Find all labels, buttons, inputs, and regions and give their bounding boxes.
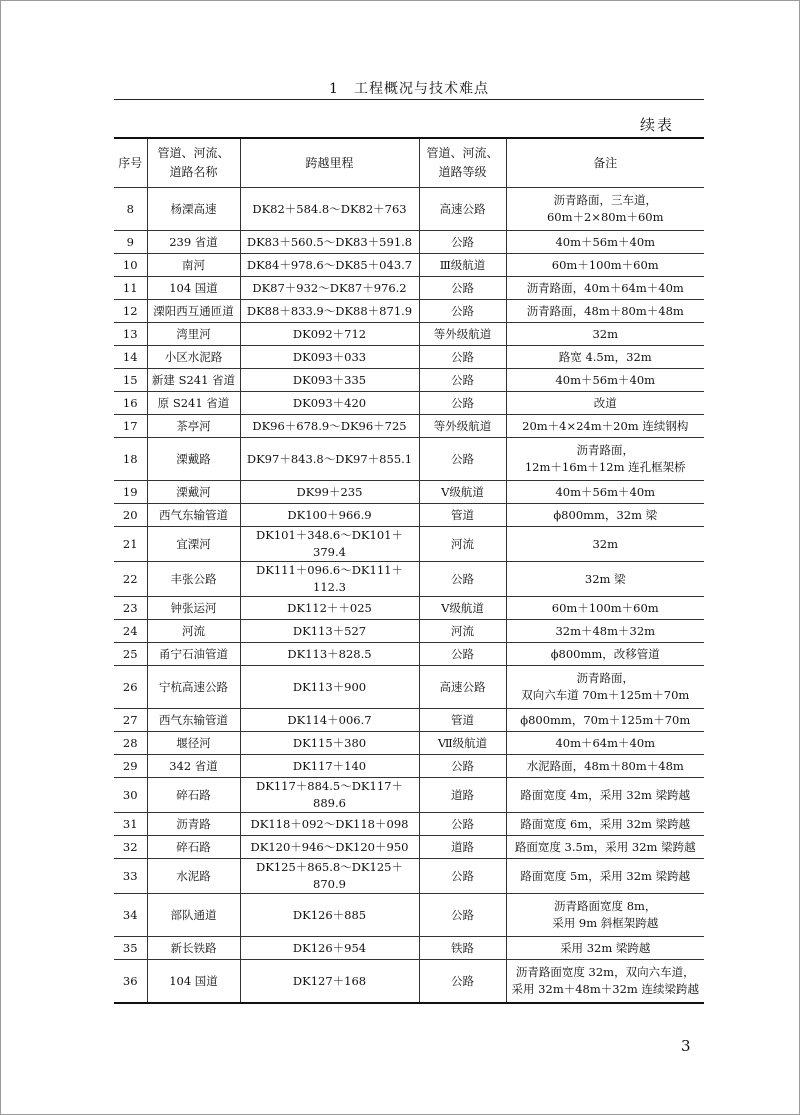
table-cell: 沥青路面，三车道， 60m＋2×80m＋60m [506, 188, 704, 231]
table-cell: 改道 [506, 392, 704, 415]
table-continuation-caption: 续表 [640, 116, 675, 134]
table-cell: 14 [114, 346, 147, 369]
table-cell: DK113＋900 [240, 666, 419, 709]
table-cell: 甬宁石油管道 [147, 643, 240, 666]
table-cell: 公路 [419, 438, 506, 481]
table-cell: Ⅲ级航道 [419, 254, 506, 277]
table-cell: DK125＋865.8～DK125＋870.9 [240, 859, 419, 894]
table-cell: DK113＋527 [240, 620, 419, 643]
table-row [114, 859, 704, 894]
table-cell: 20m＋4×24m＋20m 连续钢构 [506, 415, 704, 438]
table-cell: 道路 [419, 778, 506, 813]
table-cell: DK96＋678.9～DK96＋725 [240, 415, 419, 438]
table-cell: 管道 [419, 504, 506, 527]
table-cell: 34 [114, 894, 147, 937]
table-cell: 18 [114, 438, 147, 481]
table-row [114, 346, 704, 369]
running-header: 1 工程概况与技术难点 [329, 81, 489, 97]
table-cell: 等外级航道 [419, 415, 506, 438]
table-cell: DK093＋420 [240, 392, 419, 415]
table-cell: DK127＋168 [240, 960, 419, 1004]
table-cell: 新长铁路 [147, 937, 240, 960]
column-header: 序号 [114, 138, 147, 188]
table-cell: 铁路 [419, 937, 506, 960]
table-cell: 10 [114, 254, 147, 277]
table-cell: 22 [114, 562, 147, 597]
table-cell: 32 [114, 836, 147, 859]
table-cell: 溧戴路 [147, 438, 240, 481]
table-cell: 30 [114, 778, 147, 813]
table-cell: 35 [114, 937, 147, 960]
table-row [114, 960, 704, 1004]
table-cell: 西气东输管道 [147, 709, 240, 732]
table-cell: DK87＋932～DK87＋976.2 [240, 277, 419, 300]
table-cell: DK126＋885 [240, 894, 419, 937]
table-cell: 溧戴河 [147, 481, 240, 504]
table-cell: 40m＋56m＋40m [506, 231, 704, 254]
table-row [114, 231, 704, 254]
page-number: 3 [681, 1037, 691, 1055]
table-cell: 8 [114, 188, 147, 231]
table-cell: 公路 [419, 894, 506, 937]
table-cell: DK120＋946～DK120＋950 [240, 836, 419, 859]
table-row [114, 438, 704, 481]
table-cell: 沥青路 [147, 813, 240, 836]
table-body [114, 188, 704, 1004]
table-cell: 31 [114, 813, 147, 836]
table-cell: 公路 [419, 346, 506, 369]
table-cell: DK093＋033 [240, 346, 419, 369]
table-cell: 钟张运河 [147, 597, 240, 620]
table-cell: DK117＋140 [240, 755, 419, 778]
table-cell: 道路 [419, 836, 506, 859]
table-cell: 路宽 4.5m，32m [506, 346, 704, 369]
table-cell: 水泥路面，48m＋80m＋48m [506, 755, 704, 778]
table-row [114, 732, 704, 755]
table-cell: DK101＋348.6～DK101＋379.4 [240, 527, 419, 562]
table-cell: 西气东输管道 [147, 504, 240, 527]
table-row [114, 369, 704, 392]
table-cell: DK115＋380 [240, 732, 419, 755]
table-row [114, 620, 704, 643]
table-cell: 公路 [419, 859, 506, 894]
table-cell: 公路 [419, 300, 506, 323]
table-cell: 36 [114, 960, 147, 1004]
table-cell: 部队通道 [147, 894, 240, 937]
table-row [114, 504, 704, 527]
table-row [114, 643, 704, 666]
table-cell: 湾里河 [147, 323, 240, 346]
table-cell: DK82＋584.8～DK82＋763 [240, 188, 419, 231]
table-cell: 公路 [419, 231, 506, 254]
table-cell: 等外级航道 [419, 323, 506, 346]
table-cell: 茶亭河 [147, 415, 240, 438]
table-row [114, 597, 704, 620]
table-cell: ϕ800mm，32m 梁 [506, 504, 704, 527]
table-cell: 104 国道 [147, 960, 240, 1004]
table-cell: DK97＋843.8～DK97＋855.1 [240, 438, 419, 481]
table-cell: 南河 [147, 254, 240, 277]
table-cell: DK118＋092～DK118＋098 [240, 813, 419, 836]
table-cell: 公路 [419, 643, 506, 666]
column-header: 跨越里程 [240, 138, 419, 188]
table-cell: 新建 S241 省道 [147, 369, 240, 392]
table-cell: 采用 32m 梁跨越 [506, 937, 704, 960]
table-cell: 17 [114, 415, 147, 438]
table-cell: 沥青路面，48m＋80m＋48m [506, 300, 704, 323]
table-cell: 河流 [147, 620, 240, 643]
table-cell: 沥青路面，40m＋64m＋40m [506, 277, 704, 300]
table-cell: 60m＋100m＋60m [506, 597, 704, 620]
table-cell: 碎石路 [147, 836, 240, 859]
table-cell: 21 [114, 527, 147, 562]
table-cell: DK113＋828.5 [240, 643, 419, 666]
table-cell: 23 [114, 597, 147, 620]
table-cell: 28 [114, 732, 147, 755]
table-cell: 公路 [419, 562, 506, 597]
table-row [114, 323, 704, 346]
table-cell: 路面宽度 3.5m，采用 32m 梁跨越 [506, 836, 704, 859]
table-cell: 9 [114, 231, 147, 254]
table-cell: 40m＋64m＋40m [506, 732, 704, 755]
table-cell: DK84＋978.6～DK85＋043.7 [240, 254, 419, 277]
table-cell: 沥青路面宽度 32m，双向六车道， 采用 32m＋48m＋32m 连续梁跨越 [506, 960, 704, 1004]
table-cell: Ⅴ级航道 [419, 481, 506, 504]
table-row [114, 254, 704, 277]
table-cell: 12 [114, 300, 147, 323]
table-cell: 19 [114, 481, 147, 504]
table-cell: DK126＋954 [240, 937, 419, 960]
table-row [114, 755, 704, 778]
table-cell: 13 [114, 323, 147, 346]
table-cell: 32m [506, 323, 704, 346]
table-cell: DK100＋966.9 [240, 504, 419, 527]
table-cell: DK093＋335 [240, 369, 419, 392]
table-cell: 公路 [419, 755, 506, 778]
table-cell: 高速公路 [419, 666, 506, 709]
table-cell: 104 国道 [147, 277, 240, 300]
table-cell: 堰径河 [147, 732, 240, 755]
table-cell: DK99＋235 [240, 481, 419, 504]
table-cell: 27 [114, 709, 147, 732]
table-cell: 溧阳西互通匝道 [147, 300, 240, 323]
table-cell: 342 省道 [147, 755, 240, 778]
table-cell: 沥青路面， 双向六车道 70m＋125m＋70m [506, 666, 704, 709]
table-cell: 16 [114, 392, 147, 415]
column-header: 管道、河流、 道路名称 [147, 138, 240, 188]
table-row [114, 277, 704, 300]
table-cell: 239 省道 [147, 231, 240, 254]
table-row [114, 937, 704, 960]
table-cell: 40m＋56m＋40m [506, 481, 704, 504]
table-cell: 公路 [419, 369, 506, 392]
table-cell: ϕ800mm，70m＋125m＋70m [506, 709, 704, 732]
column-header: 管道、河流、 道路等级 [419, 138, 506, 188]
table-cell: 路面宽度 5m，采用 32m 梁跨越 [506, 859, 704, 894]
table-cell: 公路 [419, 392, 506, 415]
table-cell: 碎石路 [147, 778, 240, 813]
table-cell: 丰张公路 [147, 562, 240, 597]
table-cell: 河流 [419, 527, 506, 562]
table-row [114, 666, 704, 709]
table-row [114, 392, 704, 415]
table-cell: ϕ800mm，改移管道 [506, 643, 704, 666]
table-cell: 小区水泥路 [147, 346, 240, 369]
table-cell: 路面宽度 6m，采用 32m 梁跨越 [506, 813, 704, 836]
header-rule [114, 99, 704, 100]
table-row [114, 709, 704, 732]
table-row [114, 481, 704, 504]
table-cell: 宁杭高速公路 [147, 666, 240, 709]
table-cell: 60m＋100m＋60m [506, 254, 704, 277]
table-row [114, 562, 704, 597]
table-row [114, 415, 704, 438]
table-cell: 32m 梁 [506, 562, 704, 597]
table-cell: DK112＋＋025 [240, 597, 419, 620]
table-row [114, 836, 704, 859]
table-cell: 水泥路 [147, 859, 240, 894]
table-header-row [114, 138, 704, 188]
table-cell: 40m＋56m＋40m [506, 369, 704, 392]
table-cell: DK83＋560.5～DK83＋591.8 [240, 231, 419, 254]
table-cell: 管道 [419, 709, 506, 732]
table-cell: 沥青路面宽度 8m， 采用 9m 斜框架跨越 [506, 894, 704, 937]
table-cell: 公路 [419, 813, 506, 836]
table-cell: 33 [114, 859, 147, 894]
table-cell: 32m [506, 527, 704, 562]
table-cell: 路面宽度 4m，采用 32m 梁跨越 [506, 778, 704, 813]
table-cell: 河流 [419, 620, 506, 643]
table-cell: 杨溧高速 [147, 188, 240, 231]
crossing-table [114, 137, 704, 1004]
table-cell: Ⅴ级航道 [419, 597, 506, 620]
table-cell: 15 [114, 369, 147, 392]
column-header: 备注 [506, 138, 704, 188]
table-cell: Ⅶ级航道 [419, 732, 506, 755]
table-cell: 20 [114, 504, 147, 527]
table-cell: 沥青路面， 12m＋16m＋12m 连孔框架桥 [506, 438, 704, 481]
table-row [114, 527, 704, 562]
table-cell: DK114＋006.7 [240, 709, 419, 732]
table-cell: 公路 [419, 960, 506, 1004]
table-row [114, 300, 704, 323]
table-row [114, 894, 704, 937]
table-cell: 高速公路 [419, 188, 506, 231]
table-cell: 26 [114, 666, 147, 709]
table-cell: 29 [114, 755, 147, 778]
table-cell: 25 [114, 643, 147, 666]
table-cell: DK88＋833.9～DK88＋871.9 [240, 300, 419, 323]
table-row [114, 778, 704, 813]
table-cell: 宜溧河 [147, 527, 240, 562]
table-row [114, 813, 704, 836]
table-cell: 公路 [419, 277, 506, 300]
table-row [114, 188, 704, 231]
table-cell: 原 S241 省道 [147, 392, 240, 415]
table-cell: 32m＋48m＋32m [506, 620, 704, 643]
table-cell: DK111＋096.6～DK111＋112.3 [240, 562, 419, 597]
table-cell: DK117＋884.5～DK117＋889.6 [240, 778, 419, 813]
table-cell: DK092＋712 [240, 323, 419, 346]
table-cell: 11 [114, 277, 147, 300]
table-cell: 24 [114, 620, 147, 643]
